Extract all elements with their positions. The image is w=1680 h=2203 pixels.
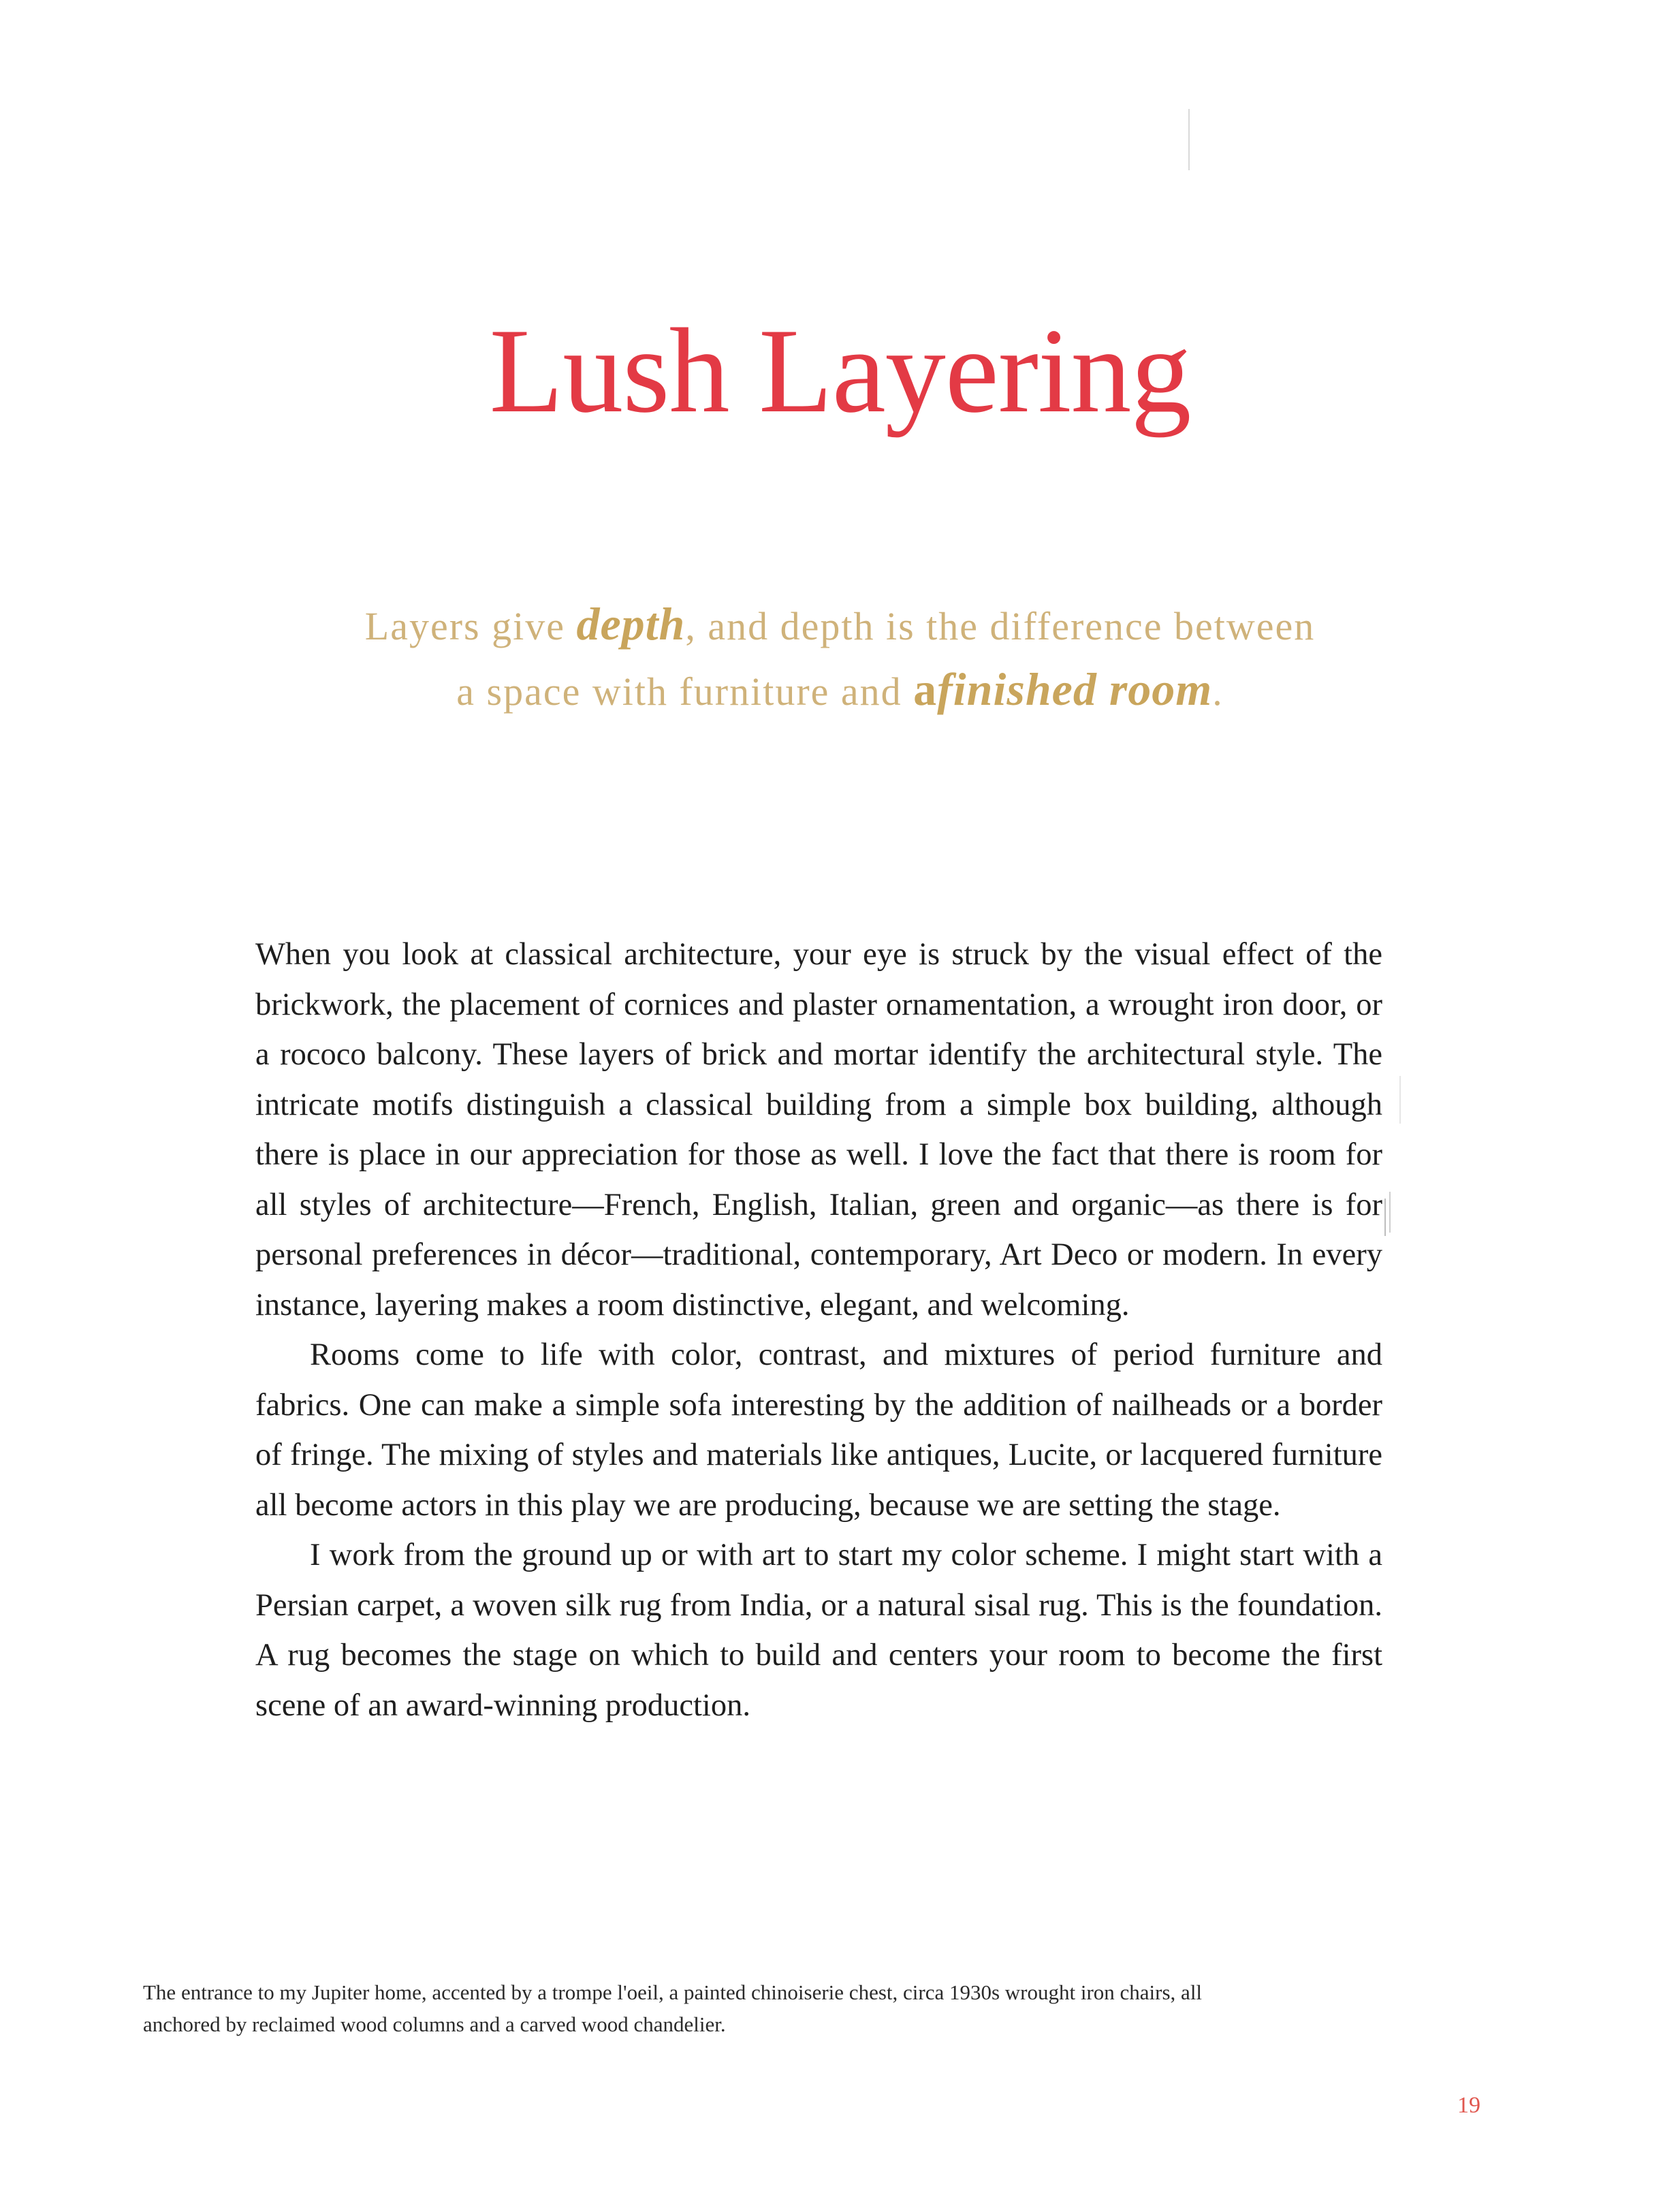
scan-mark xyxy=(1384,1199,1386,1236)
epigraph-emphasis: finished room xyxy=(937,663,1213,715)
epigraph-line-1 xyxy=(0,592,1680,658)
scan-mark xyxy=(1399,1076,1401,1124)
epigraph-emphasis: depth xyxy=(576,598,686,650)
epigraph-text: a space with furniture and xyxy=(456,669,914,714)
epigraph-text: , and depth is the difference between xyxy=(685,604,1316,648)
chapter-title: Lush Layering xyxy=(489,303,1191,438)
epigraph-emphasis: a xyxy=(913,663,938,715)
photo-caption xyxy=(143,1976,1246,2040)
body-paragraph: I work from the ground up or with art to start my color scheme. I might start with a Persian carpet, a woven silk rug from India, or a natural sisal rug. This is the foundation. A rug becomes the stage on which to build and centers your room to become the first scene of an award-winning production. xyxy=(255,1538,1382,1723)
epigraph xyxy=(0,592,1680,723)
caption-text: The entrance to my Jupiter home, accented by a trompe l'oeil, a painted chinoiserie chest, circa 1930s wrought iron chairs, all anchored by reclaimed wood columns and a carved wood chandelier. xyxy=(143,1980,1203,2036)
scan-mark xyxy=(1389,1192,1391,1233)
scan-mark xyxy=(1188,109,1190,170)
body-paragraph: Rooms come to life with color, contrast, and mixtures of period furniture and fabrics. One can make a simple sofa interesting by the addition of nailheads or a border of fringe. The mixing of styles and materials like antiques, Lucite, or lacquered furniture all become actors in this play we are producing, because we are setting the stage. xyxy=(255,1337,1382,1523)
epigraph-text: Layers give xyxy=(364,604,577,648)
body-text xyxy=(255,930,1382,1730)
body-paragraph: When you look at classical architecture, your eye is struck by the visual effect of the brickwork, the placement of cornices and plaster ornamentation, a wrought iron door, or a rococo balcony. These layers of brick and mortar identify the architectural style. The intricate motifs distinguish a classical building from a simple box building, although there is place in our appreciation for those as well. I love the fact that there is room for all styles of architecture—French, English, Italian, green and organic—as there is for personal preferences in décor—traditional, contemporary, Art Deco or modern. In every instance, layering makes a room distinctive, elegant, and welcoming. xyxy=(255,937,1382,1322)
epigraph-line-2 xyxy=(0,658,1680,723)
page-number: 19 xyxy=(1457,2093,1480,2118)
epigraph-text: . xyxy=(1212,669,1224,714)
